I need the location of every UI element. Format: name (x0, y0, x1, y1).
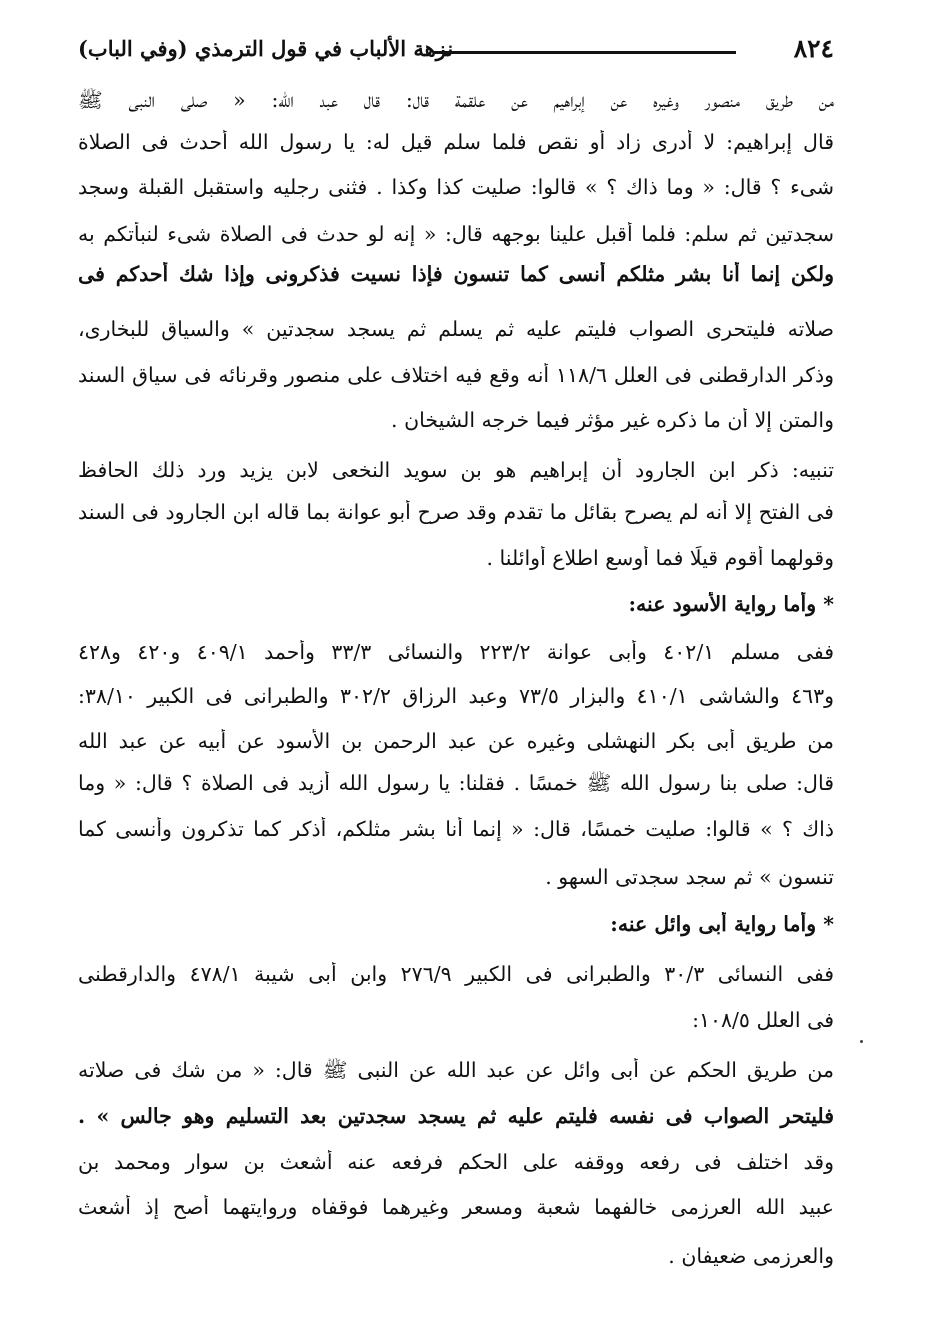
text-line: * وأما رواية الأسود عنه: (628, 592, 834, 616)
scan-speck (860, 1040, 863, 1043)
text-line: ففى النسائى ٣٠/٣ والطبرانى فى الكبير ٢٧٦/٩ وابن أبى شيبة ٤٧٨/١ والدارقطنى (78, 962, 834, 986)
text-line: والعرزمى ضعيفان . (668, 1244, 834, 1268)
text-line: وذكر الدارقطنى فى العلل ١١٨/٦ أنه وقع فيه اختلاف على منصور وقرنائه فى سياق السند (78, 363, 834, 387)
text-line: تنسون » ثم سجد سجدتى السهو . (545, 865, 834, 889)
text-line: قال إبراهيم: لا أدرى زاد أو نقص فلما سلم قيل له: يا رسول الله أحدث فى الصلاة (78, 130, 834, 154)
text-line: ذاك ؟ » قالوا: صليت خمسًا، قال: « إنما أنا بشر مثلكم، أذكر كما تذكرون وأنسى كما (78, 817, 834, 841)
text-line: و٤٦٣ والشاشى ٤١٠/١ والبزار ٧٣/٥ وعبد الرزاق ٣٠٢/٢ والطبرانى فى الكبير ٣٨/١٠: (78, 684, 834, 708)
text-line: * وأما رواية أبى وائل عنه: (610, 912, 834, 936)
page-header (78, 30, 834, 70)
text-line: عبيد الله العرزمى خالفهما شعبة ومسعر وغيرهما فوقفاه وروايتهما أصح إذ أشعث (78, 1195, 834, 1219)
text-line: وقولهما أقوم قيلًا فما أوسع اطلاع أوائلنا . (486, 546, 834, 570)
text-line: قال: صلى بنا رسول الله ﷺ خمسًا . فقلنا: يا رسول الله أزيد فى الصلاة ؟ قال: « وما (78, 771, 834, 795)
page-number: ٨٢٤ (793, 34, 834, 63)
text-line: فى الفتح إلا أنه لم يصرح بقائل ما تقدم وقد صرح أبو عوانة بما قاله ابن الجارود فى السند (78, 500, 834, 524)
text-line: صلاته فليتحرى الصواب فليتم عليه ثم يسلم ثم يسجد سجدتين » والسياق للبخارى، (78, 317, 834, 341)
text-line: ففى مسلم ٤٠٢/١ وأبى عوانة ٢٢٣/٢ والنسائى ٣٣/٣ وأحمد ٤٠٩/١ و٤٢٠ و٤٢٨ (78, 640, 834, 664)
text-line: فليتحر الصواب فى نفسه فليتم عليه ثم يسجد سجدتين بعد التسليم وهو جالس » . (78, 1104, 834, 1128)
header-rule (433, 51, 736, 54)
text-line: تنبيه: ذكر ابن الجارود أن إبراهيم هو بن سويد النخعى لابن يزيد ورد ذلك الحافظ (78, 458, 834, 482)
text-line: شىء ؟ قال: « وما ذاك ؟ » قالوا: صليت كذا وكذا . فثنى رجليه واستقبل القبلة وسجد (78, 175, 834, 199)
text-line: وقد اختلف فى رفعه ووقفه على الحكم فرفعه عنه أشعث بن سوار ومحمد بن (78, 1150, 834, 1174)
running-title: نزهة الألباب في قول الترمذي (وفي الباب) (78, 36, 454, 61)
text-line: والمتن إلا أن ما ذكره غير مؤثر فيما خرجه الشيخان . (391, 408, 834, 432)
text-line: من طريق منصور وغيره عن إبراهيم عن علقمة قال: قال عبد الله: « صلى النبى ﷺ (78, 88, 834, 112)
text-line: من طريق الحكم عن أبى وائل عن عبد الله عن النبى ﷺ قال: « من شك فى صلاته (78, 1058, 834, 1082)
text-line: ولكن إنما أنا بشر مثلكم أنسى كما تنسون فإذا نسيت فذكرونى وإذا شك أحدكم فى (78, 262, 834, 286)
text-line: من طريق أبى بكر النهشلى وغيره عن عبد الرحمن بن الأسود عن أبيه عن عبد الله (78, 729, 834, 753)
text-line: سجدتين ثم سلم: فلما أقبل علينا بوجهه قال: « إنه لو حدث فى الصلاة شىء لنبأتكم به (78, 222, 834, 246)
text-line: فى العلل ١٠٨/٥: (692, 1008, 834, 1032)
